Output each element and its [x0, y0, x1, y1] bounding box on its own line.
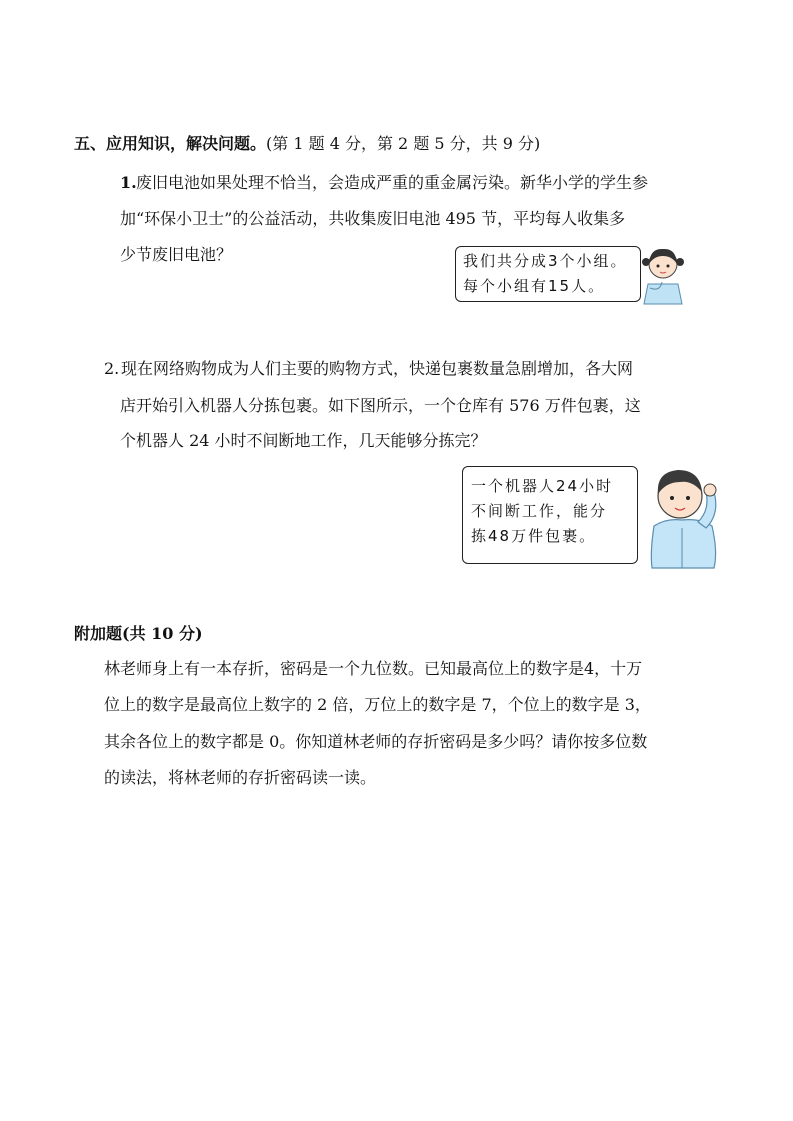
- section-score-note: (第 1 题 4 分，第 2 题 5 分，共 9 分): [266, 134, 541, 153]
- question-1-line-2: 加“环保小卫士”的公益活动，共收集废旧电池 495 节，平均每人收集多: [120, 209, 626, 228]
- question-1-speech-bubble: [455, 246, 641, 302]
- question-1-line-1: 废旧电池如果处理不恰当，会造成严重的重金属污染。新华小学的学生参: [136, 173, 649, 192]
- question-2-number: 2.: [104, 359, 120, 378]
- section-title: 五、应用知识，解决问题。: [74, 134, 267, 153]
- question-2-line-3: 个机器人 24 小时不间断地工作，几天能够分拣完？: [120, 431, 487, 450]
- bonus-line-1: 林老师身上有一本存折，密码是一个九位数。已知最高位上的数字是4，十万: [104, 659, 643, 678]
- section-heading: [74, 133, 540, 155]
- boy-character-icon: [640, 462, 724, 572]
- question-1-line-3: 少节废旧电池？: [120, 245, 233, 264]
- question-2-line-2: 店开始引入机器人分拣包裹。如下图所示，一个仓库有 576 万件包裹，这: [120, 396, 641, 415]
- bonus-line-3: 其余各位上的数字都是 0。你知道林老师的存折密码是多少吗？请你按多位数: [104, 732, 648, 751]
- question-2-line-1: 现在网络购物成为人们主要的购物方式，快递包裹数量急剧增加，各大网: [121, 359, 634, 378]
- question-1-number: 1.: [120, 173, 137, 192]
- bonus-title: 附加题: [74, 624, 123, 643]
- bonus-score-note: (共 10 分): [122, 624, 203, 643]
- bubble-line: 每个小组有15人。: [463, 277, 606, 295]
- bubble-line: 不间断工作，能分: [471, 502, 608, 520]
- bubble-line: 一个机器人24小时: [471, 477, 614, 495]
- bonus-line-4: 的读法，将林老师的存折密码读一读。: [104, 768, 377, 787]
- bonus-heading: [74, 623, 203, 645]
- bubble-line: 我们共分成3个小组。: [463, 252, 628, 270]
- question-2-speech-bubble: [462, 466, 638, 564]
- bubble-line: 拣48万件包裹。: [471, 527, 597, 545]
- bonus-line-2: 位上的数字是最高位上数字的 2 倍，万位上的数字是 7，个位上的数字是 3，: [104, 695, 651, 714]
- girl-character-icon: [640, 244, 686, 306]
